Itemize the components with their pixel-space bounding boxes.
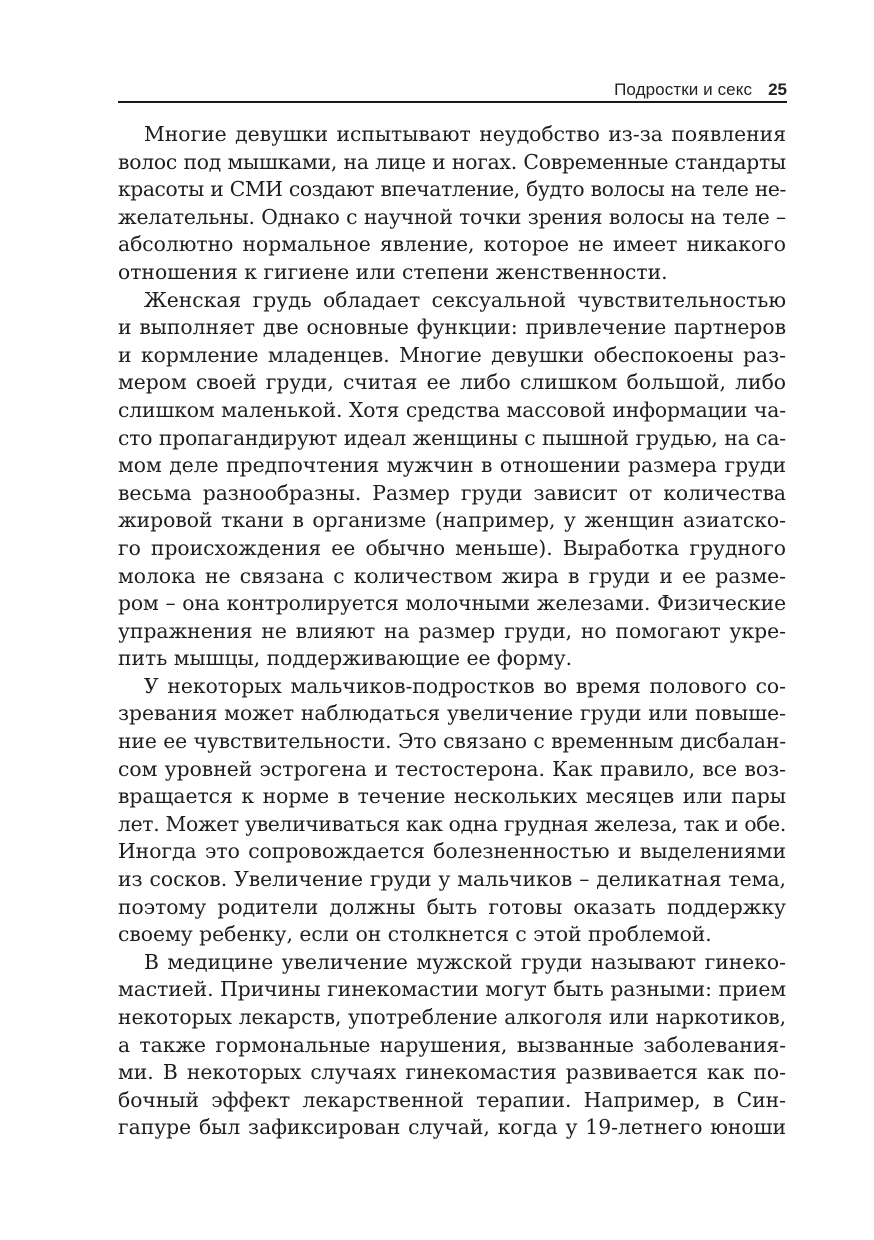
text-line: абсолютно нормальное явление, которое не имеет никакого [118,232,786,257]
text-line: вращается к норме в течение нескольких месяцев или пары [118,784,786,809]
text-line: желательны. Однако с научной точки зрения волосы на теле – [118,204,786,229]
text-line: красоты и СМИ создают впечатление, будто волосы на теле не- [118,177,786,202]
text-line: отношения к гигиене или степени женственности. [118,259,668,284]
text-line: волос под мышками, на лице и ногах. Современные стандарты [118,149,786,174]
text-line: мером своей груди, считая ее либо слишком большой, либо [118,370,786,395]
text-line: своему ребенку, если он столкнется с этой проблемой. [118,922,712,947]
paragraph [118,287,786,673]
paragraph [118,121,786,287]
text-line: а также гормональные нарушения, вызванные заболевания- [118,1032,786,1057]
text-line: Иногда это сопровождается болезненностью и выделениями [118,839,786,864]
text-line: ние ее чувствительности. Это связано с временным дисбалан- [118,729,786,754]
text-line: бочный эффект лекарственной терапии. Например, в Син- [118,1087,786,1112]
text-line: упражнения не влияют на размер груди, но помогают укре- [118,618,786,643]
text-line: поэтому родители должны быть готовы оказать поддержку [118,894,786,919]
running-title: Подростки и секс [614,80,753,99]
text-line: жировой ткани в организме (например, у женщин азиатско- [118,508,786,533]
text-line: и выполняет две основные функции: привлечение партнеров [118,315,786,340]
text-line: некоторых лекарств, употребление алкоголя или наркотиков, [118,1005,786,1029]
text-line: ром – она контролируется молочными железами. Физические [118,591,786,616]
text-line: го происхождения ее обычно меньше). Выработка грудного [118,535,786,560]
text-line: из сосков. Увеличение груди у мальчиков – деликатная тема, [118,867,786,892]
text-line: сом уровней эстрогена и тестостерона. Как правило, все воз- [118,756,786,781]
body-text [118,121,786,1142]
text-line: сто пропагандируют идеал женщины с пышной грудью, на са- [118,425,786,450]
text-line: весьма разнообразны. Размер груди зависит от количества [118,480,786,505]
text-line: зревания может наблюдаться увеличение груди или повыше- [118,701,786,726]
running-head [118,70,787,100]
text-line: молока не связана с количеством жира в груди и ее разме- [118,563,786,588]
text-line: В медицине увеличение мужской груди называют гинеко- [144,949,786,974]
paragraph [118,949,786,1142]
text-line: Многие девушки испытывают неудобство из-за появления [144,122,786,146]
text-line: гапуре был зафиксирован случай, когда у 19-летнего юноши [118,1115,786,1140]
text-line: У некоторых мальчиков-подростков во время полового со- [144,673,786,698]
text-line: лет. Может увеличиваться как одна грудная железа, так и обе. [118,811,786,836]
paragraph [118,673,786,949]
text-line: слишком маленькой. Хотя средства массовой информации ча- [118,397,786,422]
text-line: Женская грудь обладает сексуальной чувствительностью [144,287,786,312]
text-line: мом деле предпочтения мужчин в отношении размера груди [118,453,786,478]
header-rule [118,101,787,103]
text-line: ми. В некоторых случаях гинекомастия развивается как по- [118,1060,786,1085]
text-line: мастией. Причины гинекомастии могут быть разными: прием [118,977,786,1002]
text-line: и кормление младенцев. Многие девушки обеспокоены раз- [118,342,786,367]
text-line: пить мышцы, поддерживающие ее форму. [118,646,573,671]
page-number: 25 [768,80,787,99]
